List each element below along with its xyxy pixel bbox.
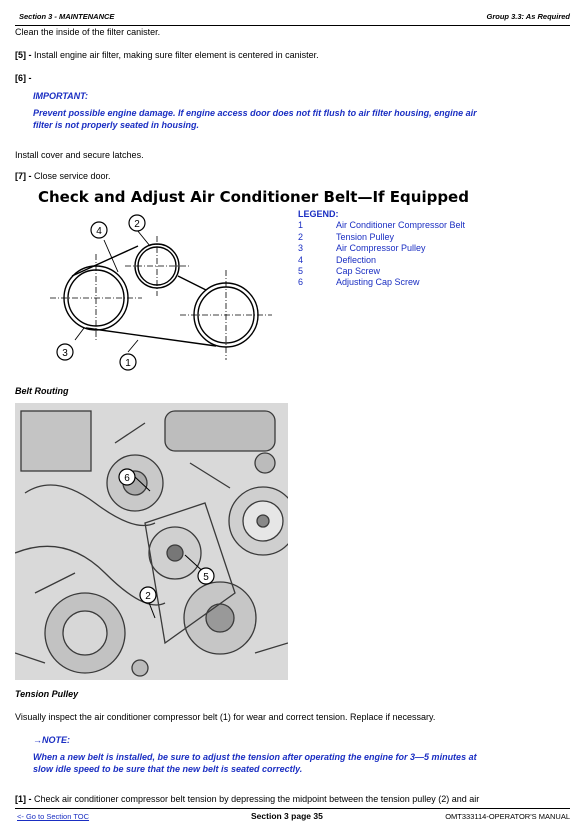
manual-id: OMT333114-OPERATOR'S MANUAL xyxy=(445,812,570,821)
note-line-1: When a new belt is installed, be sure to adjust the tension after operating the engine for 3—5 minutes at xyxy=(33,752,477,762)
caption-tension-pulley: Tension Pulley xyxy=(15,689,79,699)
photo-callout-2: 2 xyxy=(145,591,151,602)
section-title: Check and Adjust Air Conditioner Belt—If Equipped xyxy=(38,188,469,206)
go-to-toc-link[interactable]: <- Go to Section TOC xyxy=(17,812,90,821)
important-label: IMPORTANT: xyxy=(33,91,88,101)
step-5-number: [5] - xyxy=(15,50,32,60)
group-label: Group 3.3: As Required xyxy=(486,12,570,21)
step-7 xyxy=(15,170,111,182)
diagram-callout-1: 1 xyxy=(125,358,131,369)
section-label: Section 3 - MAINTENANCE xyxy=(19,12,115,21)
step-1 xyxy=(15,793,479,805)
legend-item: 2 Tension Pulley xyxy=(298,231,395,242)
important-line-1: Prevent possible engine damage. If engine access door does not fit flush to air filter housing, engine air xyxy=(33,108,477,118)
legend-item: 5 Cap Screw xyxy=(298,266,381,277)
page-number: Section 3 page 35 xyxy=(251,811,323,821)
photo-callout-5: 5 xyxy=(203,572,209,583)
clean-canister-text: Clean the inside of the filter canister. xyxy=(15,27,161,37)
inspect-text: Visually inspect the air conditioner compressor belt (1) for wear and correct tension. Replace if necessary. xyxy=(15,712,436,722)
legend-item: 3 Air Compressor Pulley xyxy=(298,243,426,254)
caption-belt-routing: Belt Routing xyxy=(15,386,69,396)
legend xyxy=(298,209,465,289)
legend-item: 6 Adjusting Cap Screw xyxy=(298,277,420,288)
page-header xyxy=(15,9,570,26)
note-label: →NOTE: xyxy=(33,735,70,745)
install-cover-text: Install cover and secure latches. xyxy=(15,150,144,160)
diagram-callout-2: 2 xyxy=(134,219,140,230)
step-7-number: [7] - xyxy=(15,171,32,181)
belt-routing-diagram xyxy=(20,210,280,375)
important-line-2: filter is not properly seated in housing. xyxy=(33,120,200,130)
step-6-number: [6] - xyxy=(15,73,32,83)
step-7-text: Close service door. xyxy=(31,171,111,181)
note-line-2: slow idle speed to be sure that the new belt is seated correctly. xyxy=(33,764,303,774)
step-6 xyxy=(15,72,32,84)
legend-item: 1 Air Conditioner Compressor Belt xyxy=(298,220,466,231)
diagram-callout-4: 4 xyxy=(96,226,102,237)
step-1-text: Check air conditioner compressor belt tension by depressing the midpoint between the tension pulley (2) and air xyxy=(31,794,480,804)
legend-item: 4 Deflection xyxy=(298,254,377,265)
step-5 xyxy=(15,49,319,61)
step-5-text: Install engine air filter, making sure filter element is centered in canister. xyxy=(31,50,319,60)
legend-title: LEGEND: xyxy=(298,209,339,219)
photo-callout-6: 6 xyxy=(124,473,130,484)
page-footer xyxy=(15,808,570,823)
step-1-number: [1] - xyxy=(15,794,32,804)
diagram-callout-3: 3 xyxy=(62,348,68,359)
tension-pulley-photo xyxy=(15,403,288,680)
